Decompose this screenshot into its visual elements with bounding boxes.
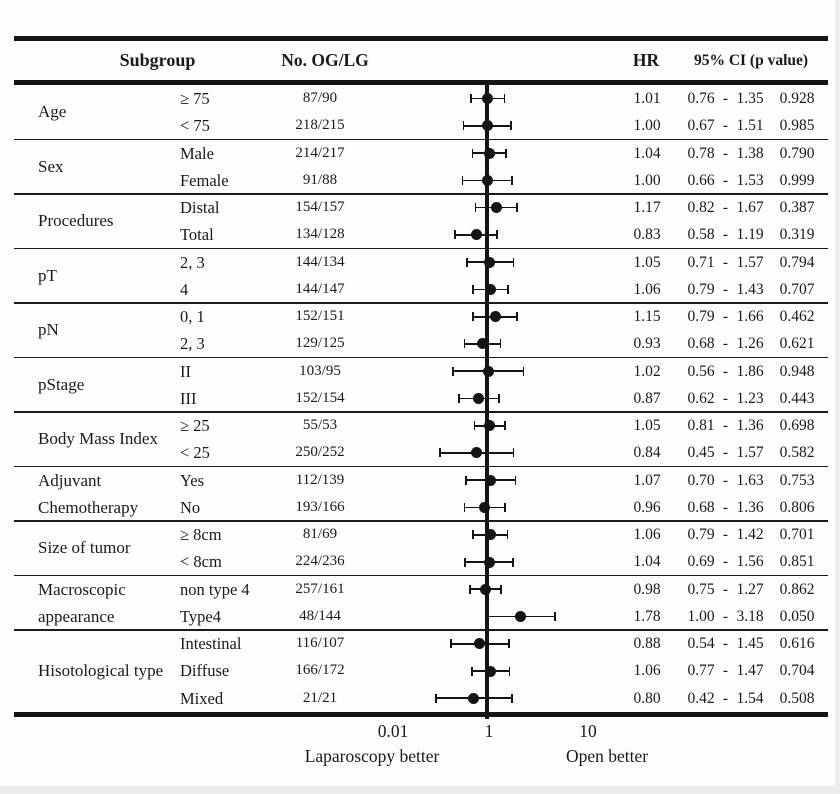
n-og-lg-value: 129/125 <box>295 335 345 352</box>
column-header-subgroup: Subgroup <box>119 50 196 70</box>
ci-upper-value: 1.54 <box>736 689 764 707</box>
ci-lower-value: 0.76 <box>687 90 715 107</box>
top-border-rule <box>14 36 828 41</box>
ci-dash: - <box>722 171 729 189</box>
ci-dash: - <box>722 607 729 625</box>
forest-row <box>0 85 840 112</box>
subgroup-label: ≥ 8cm <box>180 525 222 545</box>
ci-dash: - <box>722 226 729 244</box>
column-header-no-og-lg: No. OG/LG <box>281 50 369 70</box>
forest-row <box>0 358 840 385</box>
subgroup-label: III <box>180 388 197 408</box>
subgroup-group-7 <box>0 467 840 522</box>
p-value: 0.790 <box>779 144 815 162</box>
ci-lower-value: 0.67 <box>687 117 715 135</box>
hr-value: 0.93 <box>633 335 661 353</box>
group-separator-rule <box>14 629 828 631</box>
p-value: 0.999 <box>779 171 815 189</box>
ci-cap-lower <box>471 667 473 676</box>
ci-lower-value: 0.79 <box>687 280 715 298</box>
ci-lower-value: 0.56 <box>687 362 715 380</box>
x-axis-label-open-better: Open better <box>565 746 649 766</box>
ci-dash: - <box>722 308 729 326</box>
category-label: Procedures <box>38 211 114 231</box>
header-border-rule <box>14 80 828 85</box>
hr-value: 0.96 <box>633 498 661 516</box>
ci-dash: - <box>722 662 729 680</box>
forest-row <box>0 685 840 712</box>
forest-row <box>0 194 840 221</box>
ci-dash: - <box>722 90 729 107</box>
n-og-lg-value: 152/154 <box>295 389 345 406</box>
subgroup-label: ≥ 75 <box>180 89 210 108</box>
ci-dash: - <box>722 389 729 407</box>
ci-cap-upper <box>510 121 512 130</box>
n-og-lg-value: 103/95 <box>299 362 341 379</box>
ci-upper-value: 1.23 <box>736 389 764 407</box>
hr-point-marker <box>471 447 482 458</box>
p-value: 0.704 <box>779 662 815 680</box>
subgroup-label: Female <box>180 170 229 190</box>
subgroup-label: 2, 3 <box>180 252 205 272</box>
hr-point-marker <box>490 311 501 322</box>
subgroup-group-5 <box>0 358 840 413</box>
ci-cap-lower <box>435 694 437 703</box>
hr-value: 1.01 <box>633 90 661 107</box>
ci-cap-upper <box>511 176 513 185</box>
subgroup-label: < 8cm <box>180 552 222 572</box>
ci-upper-value: 1.19 <box>736 226 764 244</box>
ci-dash: - <box>722 471 729 489</box>
subgroup-label: Total <box>180 225 214 245</box>
ci-dash: - <box>722 280 729 298</box>
subgroup-group-3 <box>0 249 840 304</box>
hr-value: 1.06 <box>633 280 661 298</box>
ci-upper-value: 1.27 <box>736 580 764 598</box>
subgroup-label: No <box>180 497 201 517</box>
p-value: 0.508 <box>779 689 815 707</box>
ci-lower-value: 0.62 <box>687 389 715 407</box>
hr-point-marker <box>482 93 493 104</box>
ci-cap-lower <box>465 476 467 485</box>
ci-dash: - <box>722 689 729 707</box>
forest-row <box>0 439 840 466</box>
ci-cap-lower <box>475 203 477 212</box>
forest-row <box>0 112 840 139</box>
group-separator-rule <box>14 575 828 577</box>
hr-point-marker <box>491 202 502 213</box>
ci-cap-upper <box>516 312 518 321</box>
n-og-lg-value: 166/172 <box>295 662 345 679</box>
p-value: 0.443 <box>779 389 815 407</box>
subgroup-group-9 <box>0 576 840 631</box>
ci-lower-value: 0.79 <box>687 526 715 544</box>
forest-row <box>0 330 840 357</box>
ci-cap-lower <box>439 448 441 457</box>
n-og-lg-value: 193/166 <box>295 498 345 515</box>
hr-value: 1.00 <box>633 117 661 135</box>
group-separator-rule <box>14 139 828 141</box>
ci-cap-upper <box>500 339 502 348</box>
ci-cap-lower <box>470 94 472 103</box>
ci-dash: - <box>722 444 729 462</box>
ci-cap-lower <box>464 503 466 512</box>
hr-point-marker <box>515 611 526 622</box>
ci-cap-upper <box>505 149 507 158</box>
hr-value: 1.05 <box>633 253 661 271</box>
subgroup-label: II <box>180 361 191 381</box>
p-value: 0.387 <box>779 199 815 217</box>
p-value: 0.806 <box>779 498 815 516</box>
hr-point-marker <box>471 229 482 240</box>
n-og-lg-value: 250/252 <box>295 444 345 461</box>
ci-upper-value: 1.47 <box>736 662 764 680</box>
forest-row <box>0 249 840 276</box>
hr-point-marker <box>484 420 495 431</box>
p-value: 0.319 <box>779 226 815 244</box>
n-og-lg-value: 21/21 <box>302 689 338 706</box>
ci-lower-value: 0.79 <box>687 308 715 326</box>
ci-lower-value: 0.69 <box>687 553 715 571</box>
ci-cap-lower <box>472 285 474 294</box>
p-value: 0.753 <box>779 471 815 489</box>
hr-point-marker <box>485 529 496 540</box>
subgroup-label: ≥ 25 <box>180 416 210 436</box>
ci-dash: - <box>722 635 729 653</box>
category-label: Size of tumor <box>38 538 131 558</box>
hr-point-marker <box>483 366 494 377</box>
hr-value: 1.06 <box>633 526 661 544</box>
ci-lower-value: 0.81 <box>687 417 715 435</box>
n-og-lg-value: 134/128 <box>295 226 345 243</box>
n-og-lg-value: 91/88 <box>302 171 338 188</box>
subgroup-label: < 25 <box>180 443 210 463</box>
subgroup-label: Intestinal <box>180 634 242 654</box>
subgroup-label: Type4 <box>180 606 222 626</box>
subgroup-group-4 <box>0 303 840 358</box>
ci-dash: - <box>722 526 729 544</box>
column-header-hr: HR <box>632 50 660 70</box>
subgroup-label: Mixed <box>180 688 224 708</box>
subgroup-group-6 <box>0 412 840 467</box>
n-og-lg-value: 224/236 <box>295 553 345 570</box>
ci-dash: - <box>722 335 729 353</box>
ci-upper-value: 1.57 <box>736 444 764 462</box>
forest-row <box>0 140 840 167</box>
group-separator-rule <box>14 466 828 468</box>
ci-lower-value: 0.58 <box>687 226 715 244</box>
category-label: Body Mass Index <box>38 429 158 449</box>
hr-value: 1.05 <box>633 417 661 435</box>
ci-cap-lower <box>462 176 464 185</box>
ci-cap-lower <box>452 367 454 376</box>
subgroup-label: 0, 1 <box>180 307 205 327</box>
forest-row <box>0 167 840 194</box>
ci-cap-upper <box>516 203 518 212</box>
subgroup-label: Distal <box>180 198 220 218</box>
ci-cap-upper <box>500 585 502 594</box>
ci-lower-value: 0.42 <box>687 689 715 707</box>
ci-cap-upper <box>513 258 515 267</box>
hr-point-marker <box>473 393 484 404</box>
p-value: 0.616 <box>779 635 815 653</box>
forest-row <box>0 657 840 684</box>
ci-dash: - <box>722 253 729 271</box>
forest-row <box>0 467 840 494</box>
hr-value: 1.04 <box>633 553 661 571</box>
category-label: pT <box>38 265 57 285</box>
hr-point-marker <box>484 148 495 159</box>
p-value: 0.862 <box>779 580 815 598</box>
forest-row <box>0 576 840 603</box>
subgroup-group-10 <box>0 630 840 712</box>
ci-lower-value: 0.68 <box>687 335 715 353</box>
n-og-lg-value: 48/144 <box>299 607 341 624</box>
x-axis-tick-10: 10 <box>579 721 597 741</box>
subgroup-label: Yes <box>180 470 205 490</box>
ci-lower-value: 1.00 <box>687 607 715 625</box>
ci-dash: - <box>722 117 729 135</box>
ci-upper-value: 1.36 <box>736 498 764 516</box>
forest-row <box>0 412 840 439</box>
ci-cap-lower <box>472 530 474 539</box>
p-value: 0.462 <box>779 308 815 326</box>
p-value: 0.794 <box>779 253 815 271</box>
hr-value: 1.78 <box>633 607 661 625</box>
hr-point-marker <box>485 475 496 486</box>
category-label: Hisotological type <box>38 661 164 681</box>
category-label: Adjuvant <box>38 470 102 490</box>
p-value: 0.985 <box>779 117 815 135</box>
ci-cap-upper <box>504 503 506 512</box>
ci-upper-value: 1.63 <box>736 471 764 489</box>
hr-value: 0.98 <box>633 580 661 598</box>
hr-value: 0.87 <box>633 389 661 407</box>
subgroup-group-8 <box>0 521 840 576</box>
category-label: Age <box>38 102 67 122</box>
subgroup-label: < 75 <box>180 116 210 136</box>
n-og-lg-value: 87/90 <box>302 90 338 106</box>
group-separator-rule <box>14 357 828 359</box>
hr-value: 0.84 <box>633 444 661 462</box>
hr-value: 1.00 <box>633 171 661 189</box>
hr-point-marker <box>484 557 495 568</box>
ci-cap-lower <box>464 339 466 348</box>
subgroup-label: non type 4 <box>180 579 250 599</box>
p-value: 0.948 <box>779 362 815 380</box>
ci-dash: - <box>722 144 729 162</box>
ci-cap-lower <box>450 639 452 648</box>
ci-cap-upper <box>496 230 498 239</box>
ci-lower-value: 0.82 <box>687 199 715 217</box>
hr-point-marker <box>468 693 479 704</box>
p-value: 0.851 <box>779 553 815 571</box>
ci-upper-value: 1.42 <box>736 526 764 544</box>
hr-point-marker <box>485 666 496 677</box>
ci-cap-lower <box>454 230 456 239</box>
ci-lower-value: 0.70 <box>687 471 715 489</box>
ci-upper-value: 1.66 <box>736 308 764 326</box>
scan-edge-right <box>835 0 840 794</box>
p-value: 0.698 <box>779 417 815 435</box>
ci-lower-value: 0.77 <box>687 662 715 680</box>
hr-value: 1.15 <box>633 308 661 326</box>
group-separator-rule <box>14 411 828 413</box>
p-value: 0.928 <box>779 90 815 107</box>
ci-upper-value: 1.43 <box>736 280 764 298</box>
hr-value: 0.80 <box>633 689 661 707</box>
forest-row <box>0 494 840 521</box>
ci-upper-value: 1.57 <box>736 253 764 271</box>
category-label: Macroscopic <box>38 579 126 599</box>
forest-row <box>0 221 840 248</box>
ci-upper-value: 3.18 <box>736 607 764 625</box>
subgroup-group-2 <box>0 194 840 249</box>
bottom-border-rule <box>14 712 828 717</box>
ci-dash: - <box>722 199 729 217</box>
subgroup-label: Diffuse <box>180 661 230 681</box>
column-header-ci-pvalue: 95% CI (p value) <box>693 52 809 69</box>
n-og-lg-value: 144/134 <box>295 253 345 270</box>
n-og-lg-value: 112/139 <box>295 471 345 488</box>
ci-dash: - <box>722 362 729 380</box>
ci-cap-upper <box>515 476 517 485</box>
ci-cap-lower <box>464 558 466 567</box>
ci-upper-value: 1.86 <box>736 362 764 380</box>
p-value: 0.582 <box>779 444 815 462</box>
subgroup-label: Male <box>180 143 214 163</box>
n-og-lg-value: 218/215 <box>295 117 345 134</box>
hr-value: 1.17 <box>633 199 661 217</box>
hr-point-marker <box>485 284 496 295</box>
ci-lower-value: 0.71 <box>687 253 715 271</box>
hr-value: 1.04 <box>633 144 661 162</box>
n-og-lg-value: 154/157 <box>295 199 345 216</box>
hr-point-marker <box>482 175 493 186</box>
category-label: Sex <box>38 156 64 176</box>
n-og-lg-value: 214/217 <box>295 144 345 161</box>
ci-cap-upper <box>509 667 511 676</box>
p-value: 0.050 <box>779 607 815 625</box>
hr-value: 0.88 <box>633 635 661 653</box>
ci-upper-value: 1.36 <box>736 417 764 435</box>
ci-dash: - <box>722 417 729 435</box>
ci-dash: - <box>722 553 729 571</box>
ci-lower-value: 0.68 <box>687 498 715 516</box>
ci-upper-value: 1.53 <box>736 171 764 189</box>
ci-cap-lower <box>469 585 471 594</box>
forest-row <box>0 303 840 330</box>
forest-row <box>0 276 840 303</box>
p-value: 0.621 <box>779 335 815 353</box>
forest-row <box>0 521 840 548</box>
hr-value: 0.83 <box>633 226 661 244</box>
hr-value: 1.06 <box>633 662 661 680</box>
category-label: pN <box>38 320 59 340</box>
hr-point-marker <box>482 120 493 131</box>
hr-point-marker <box>484 257 495 268</box>
ci-cap-upper <box>504 421 506 430</box>
ci-cap-lower <box>472 149 474 158</box>
ci-upper-value: 1.45 <box>736 635 764 653</box>
ci-lower-value: 0.75 <box>687 580 715 598</box>
ci-cap-upper <box>498 394 500 403</box>
ci-lower-value: 0.78 <box>687 144 715 162</box>
x-axis-tick-0.01: 0.01 <box>377 721 409 741</box>
group-separator-rule <box>14 302 828 304</box>
n-og-lg-value: 116/107 <box>295 635 345 652</box>
group-separator-rule <box>14 193 828 195</box>
ci-upper-value: 1.35 <box>736 90 764 107</box>
n-og-lg-value: 81/69 <box>302 526 338 543</box>
subgroup-label: 4 <box>180 279 189 299</box>
ci-cap-lower <box>458 394 460 403</box>
ci-cap-upper <box>512 558 514 567</box>
group-separator-rule <box>14 248 828 250</box>
ci-dash: - <box>722 498 729 516</box>
ci-cap-upper <box>513 448 515 457</box>
ci-cap-lower <box>466 258 468 267</box>
hr-point-marker <box>474 638 485 649</box>
ci-cap-upper <box>504 94 506 103</box>
ci-upper-value: 1.67 <box>736 199 764 217</box>
subgroup-group-1 <box>0 140 840 195</box>
group-separator-rule <box>14 520 828 522</box>
ci-cap-lower <box>472 312 474 321</box>
ci-cap-upper <box>554 612 556 621</box>
ci-lower-value: 0.66 <box>687 171 715 189</box>
ci-upper-value: 1.56 <box>736 553 764 571</box>
ci-cap-upper <box>523 367 525 376</box>
x-axis-label-laparoscopy-better: Laparoscopy better <box>304 746 440 766</box>
scan-edge-bottom <box>0 786 840 794</box>
ci-upper-value: 1.51 <box>736 117 764 135</box>
forest-row <box>0 630 840 657</box>
n-og-lg-value: 144/147 <box>295 280 345 297</box>
ci-upper-value: 1.26 <box>736 335 764 353</box>
x-axis-tick-1: 1 <box>484 721 494 741</box>
n-og-lg-value: 152/151 <box>295 308 345 325</box>
subgroup-label: 2, 3 <box>180 334 205 354</box>
ci-cap-lower <box>463 121 465 130</box>
n-og-lg-value: 55/53 <box>302 417 338 434</box>
ci-lower-value: 0.54 <box>687 635 715 653</box>
forest-row <box>0 548 840 575</box>
category-label: pStage <box>38 374 85 394</box>
subgroup-group-0 <box>0 85 840 140</box>
category-label: Chemotherapy <box>38 497 139 517</box>
p-value: 0.707 <box>779 280 815 298</box>
forest-row <box>0 385 840 412</box>
hr-point-marker <box>480 584 491 595</box>
ci-dash: - <box>722 580 729 598</box>
n-og-lg-value: 257/161 <box>295 580 345 597</box>
ci-cap-upper <box>508 639 510 648</box>
hr-value: 1.07 <box>633 471 661 489</box>
ci-cap-upper <box>507 285 509 294</box>
ci-lower-value: 0.45 <box>687 444 715 462</box>
ci-cap-lower <box>474 421 476 430</box>
ci-cap-upper <box>511 694 513 703</box>
ci-cap-upper <box>507 530 509 539</box>
forest-row <box>0 603 840 630</box>
p-value: 0.701 <box>779 526 815 544</box>
category-label: appearance <box>38 606 115 626</box>
ci-upper-value: 1.38 <box>736 144 764 162</box>
hr-value: 1.02 <box>633 362 661 380</box>
